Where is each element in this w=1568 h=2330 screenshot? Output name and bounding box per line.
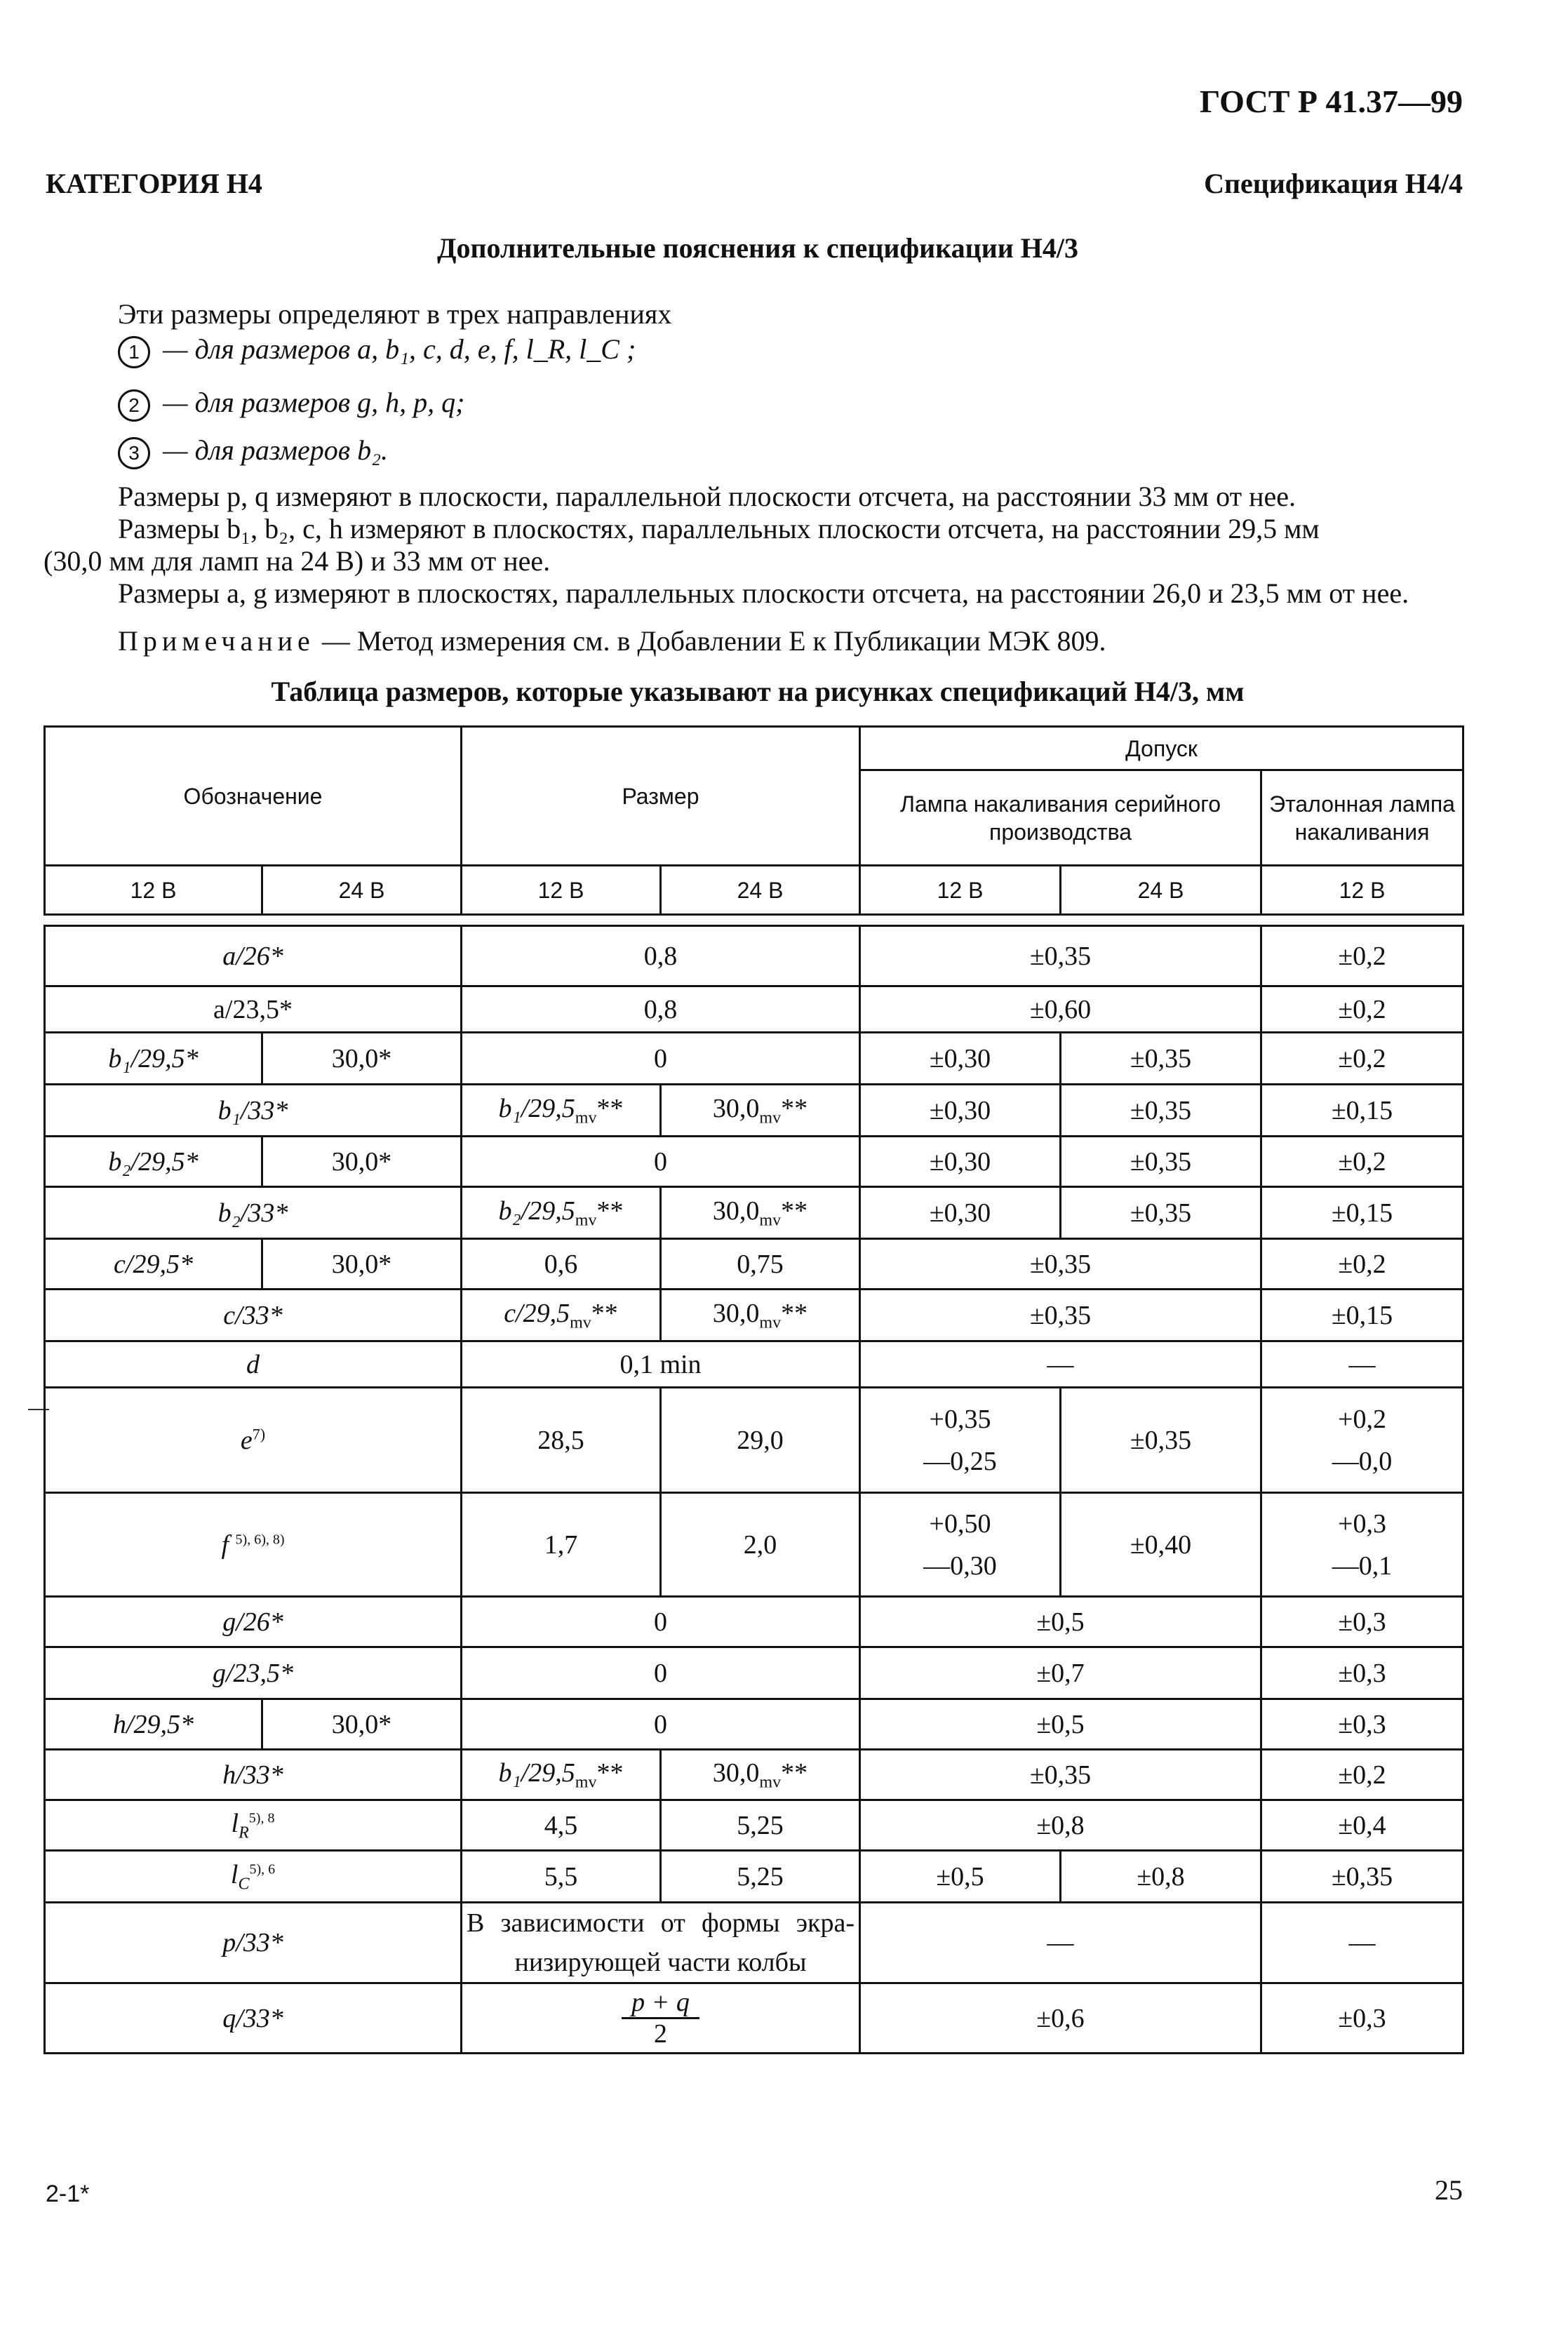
size-cell: В зависимости от формы экра-низирующей части колбы (462, 1903, 860, 1983)
direction-item-2 (118, 386, 464, 422)
designation-24v-cell: 30,0* (262, 1239, 462, 1290)
designation-cell: g/23,5* (45, 1647, 462, 1699)
table-row (45, 1800, 1463, 1851)
designation-24v-cell: 30,0* (262, 1699, 462, 1750)
size-24v-cell: $30,0_{mv}**$ (661, 1187, 860, 1239)
designation-12v-cell: b₁/29,5* (45, 1033, 262, 1085)
footer-left-mark: 2-1* (46, 2181, 90, 2207)
tolerance-cell: ±0,5 (860, 1699, 1261, 1750)
size-cell: 0,1 min (462, 1341, 860, 1388)
reference-tolerance-cell: ±0,15 (1261, 1085, 1463, 1137)
header-serial-lamp: Лампа накаливания серийного производства (860, 770, 1261, 866)
size-cell: 0 (462, 1137, 860, 1187)
reference-tolerance-cell: ±0,2 (1261, 1239, 1463, 1290)
reference-tolerance-cell: ±0,15 (1261, 1290, 1463, 1341)
direction-text: — для размеров a, b₁, c, d, e, f, l_R, l_C ; (163, 333, 636, 365)
tolerance-cell: — (860, 1341, 1261, 1388)
size-12v-cell: 5,5 (462, 1851, 661, 1903)
table-row (45, 986, 1463, 1033)
reference-tolerance-cell: +0,2 —0,0 (1261, 1388, 1463, 1493)
tolerance-12v-cell: ±0,5 (860, 1851, 1061, 1903)
table-row (45, 1647, 1463, 1699)
header-voltage-12: 12 В (45, 866, 262, 915)
header-separator (45, 915, 1463, 926)
direction-text: — для размеров b₂. (163, 434, 388, 466)
table-row (45, 1239, 1463, 1290)
circled-two-icon: 2 (118, 389, 150, 422)
size-cell: 0 (462, 1033, 860, 1085)
designation-cell: c/33* (45, 1290, 462, 1341)
reference-tolerance-cell: ±0,4 (1261, 1800, 1463, 1851)
size-12v-cell: 1,7 (462, 1493, 661, 1597)
size-12v-cell: $c/29,5_{mv}**$ (462, 1290, 661, 1341)
tolerance-cell: ±0,7 (860, 1647, 1261, 1699)
header-voltage-24: 24 В (661, 866, 860, 915)
size-24v-cell: 29,0 (661, 1388, 860, 1493)
table-row (45, 1983, 1463, 2054)
table-row (45, 1085, 1463, 1137)
tolerance-cell: — (860, 1903, 1261, 1983)
header-reference-lamp: Эталонная лампа накаливания (1261, 770, 1463, 866)
size-cell: 0 (462, 1699, 860, 1750)
header-voltage-12: 12 В (860, 866, 1061, 915)
size-cell: 0,8 (462, 926, 860, 986)
table-row (45, 1388, 1463, 1493)
size-24v-cell: $30,0_{mv}**$ (661, 1085, 860, 1137)
table-row (45, 926, 1463, 986)
reference-tolerance-cell: ±0,2 (1261, 986, 1463, 1033)
dimensions-table (43, 725, 1464, 2054)
direction-item-3 (118, 434, 388, 469)
table-row (45, 1903, 1463, 1983)
table-row (45, 1137, 1463, 1187)
reference-tolerance-cell: — (1261, 1903, 1463, 1983)
reference-tolerance-cell: +0,3 —0,1 (1261, 1493, 1463, 1597)
reference-tolerance-cell: ±0,3 (1261, 1983, 1463, 2054)
tolerance-12v-cell: +0,35 —0,25 (860, 1388, 1061, 1493)
tolerance-cell: ±0,60 (860, 986, 1261, 1033)
tolerance-24v-cell: ±0,35 (1061, 1388, 1261, 1493)
designation-cell: p/33* (45, 1903, 462, 1983)
tolerance-12v-cell: ±0,30 (860, 1033, 1061, 1085)
designation-cell: a/26* (45, 926, 462, 986)
designation-cell: q/33* (45, 1983, 462, 2054)
tolerance-24v-cell: ±0,35 (1061, 1085, 1261, 1137)
tolerance-12v-cell: +0,50 —0,30 (860, 1493, 1061, 1597)
tolerance-cell: ±0,35 (860, 1239, 1261, 1290)
specification-label: Спецификация H4/4 (1204, 168, 1463, 199)
table-row (45, 1341, 1463, 1388)
size-24v-cell: 5,25 (661, 1800, 860, 1851)
designation-cell: g/26* (45, 1597, 462, 1647)
size-24v-cell: 0,75 (661, 1239, 860, 1290)
designation-12v-cell: b₂/29,5* (45, 1137, 262, 1187)
header-tolerance: Допуск (860, 727, 1463, 770)
size-cell: 0 (462, 1597, 860, 1647)
table-row (45, 1033, 1463, 1085)
size-24v-cell: 5,25 (661, 1851, 860, 1903)
tolerance-24v-cell: ±0,35 (1061, 1033, 1261, 1085)
table-row (45, 1493, 1463, 1597)
designation-cell: a/23,5* (45, 986, 462, 1033)
tolerance-24v-cell: ±0,35 (1061, 1187, 1261, 1239)
reference-tolerance-cell: ±0,2 (1261, 1033, 1463, 1085)
tolerance-cell: ±0,5 (860, 1597, 1261, 1647)
size-24v-cell: $30,0_{mv}**$ (661, 1290, 860, 1341)
direction-text: — для размеров g, h, p, q; (163, 387, 465, 418)
tolerance-cell: ±0,35 (860, 1290, 1261, 1341)
direction-item-1 (118, 333, 636, 368)
table-row (45, 1597, 1463, 1647)
designation-cell: d (45, 1341, 462, 1388)
table-row (45, 1290, 1463, 1341)
reference-tolerance-cell: ±0,15 (1261, 1187, 1463, 1239)
size-12v-cell: 0,6 (462, 1239, 661, 1290)
table-row (45, 1699, 1463, 1750)
designation-12v-cell: h/29,5* (45, 1699, 262, 1750)
tolerance-12v-cell: ±0,30 (860, 1137, 1061, 1187)
tolerance-cell: ±0,35 (860, 926, 1261, 986)
tolerance-12v-cell: ±0,30 (860, 1085, 1061, 1137)
designation-cell: $l_R^{5), 8}$ (45, 1800, 462, 1851)
tolerance-24v-cell: ±0,40 (1061, 1493, 1261, 1597)
size-12v-cell: $b_1/29,5_{mv}**$ (462, 1750, 661, 1800)
designation-cell: f $^{5), 6), 8)}$ (45, 1493, 462, 1597)
paragraph-b-c-h-cont: (30,0 мм для ламп на 24 В) и 33 мм от нее. (43, 545, 551, 577)
size-24v-cell: $30,0_{mv}**$ (661, 1750, 860, 1800)
designation-12v-cell: c/29,5* (45, 1239, 262, 1290)
note-text: — Метод измерения см. в Добавлении Е к Публикации МЭК 809. (321, 625, 1106, 657)
size-12v-cell: 4,5 (462, 1800, 661, 1851)
header-voltage-12: 12 В (1261, 866, 1463, 915)
reference-tolerance-cell: — (1261, 1341, 1463, 1388)
size-cell: 0 (462, 1647, 860, 1699)
document-number: ГОСТ Р 41.37—99 (1200, 83, 1463, 119)
fraction: $\frac{p + q}{2}$ (622, 1988, 699, 2049)
size-24v-cell: 2,0 (661, 1493, 860, 1597)
designation-cell: $e^{7)}$ (45, 1388, 462, 1493)
intro-line: Эти размеры определяют в трех направлениях (118, 298, 672, 330)
size-12v-cell: $b_2/29,5_{mv}**$ (462, 1187, 661, 1239)
table-row (45, 1750, 1463, 1800)
size-12v-cell: 28,5 (462, 1388, 661, 1493)
designation-cell: b₁/33* (45, 1085, 462, 1137)
page-number: 25 (1435, 2174, 1463, 2206)
reference-tolerance-cell: ±0,3 (1261, 1597, 1463, 1647)
header-voltage-24: 24 В (262, 866, 462, 915)
paragraph-a-g: Размеры a, g измеряют в плоскостях, параллельных плоскости отсчета, на расстоянии 26,0 и 23,5 мм от нее. (118, 577, 1409, 609)
tolerance-24v-cell: ±0,35 (1061, 1137, 1261, 1187)
tolerance-cell: ±0,35 (860, 1750, 1261, 1800)
table-row (45, 1187, 1463, 1239)
tolerance-24v-cell: ±0,8 (1061, 1851, 1261, 1903)
tolerance-12v-cell: ±0,30 (860, 1187, 1061, 1239)
category-label: КАТЕГОРИЯ H4 (46, 168, 262, 199)
paragraph-pq: Размеры p, q измеряют в плоскости, параллельной плоскости отсчета, на расстоянии 33 мм от нее. (118, 481, 1296, 512)
header-voltage-24: 24 В (1061, 866, 1261, 915)
designation-24v-cell: 30,0* (262, 1033, 462, 1085)
table-title: Таблица размеров, которые указывают на рисунках спецификаций H4/3, мм (271, 676, 1245, 707)
table-row (45, 1851, 1463, 1903)
header-designation: Обозначение (45, 727, 462, 866)
paragraph-b-c-h: Размеры b₁, b₂, c, h измеряют в плоскостях, параллельных плоскости отсчета, на расстоянии 29,5 мм (118, 513, 1320, 544)
section-title: Дополнительные пояснения к спецификации H4/3 (436, 232, 1079, 264)
reference-tolerance-cell: ±0,2 (1261, 1750, 1463, 1800)
designation-cell: $l_C^{5), 6}$ (45, 1851, 462, 1903)
designation-cell: b₂/33* (45, 1187, 462, 1239)
reference-tolerance-cell: ±0,2 (1261, 1137, 1463, 1187)
size-cell: 0,8 (462, 986, 860, 1033)
circled-one-icon: 1 (118, 336, 150, 368)
reference-tolerance-cell: ±0,2 (1261, 926, 1463, 986)
reference-tolerance-cell: ±0,3 (1261, 1699, 1463, 1750)
tolerance-cell: ±0,8 (860, 1800, 1261, 1851)
circled-three-icon: 3 (118, 437, 150, 469)
tolerance-cell: ±0,6 (860, 1983, 1261, 2054)
note (118, 624, 1106, 657)
reference-tolerance-cell: ±0,35 (1261, 1851, 1463, 1903)
note-label: Примечание (118, 625, 315, 657)
size-cell (462, 1983, 860, 2054)
header-size: Размер (462, 727, 860, 866)
designation-cell: h/33* (45, 1750, 462, 1800)
designation-24v-cell: 30,0* (262, 1137, 462, 1187)
size-12v-cell: $b_1/29,5_{mv}**$ (462, 1085, 661, 1137)
header-voltage-12: 12 В (462, 866, 661, 915)
reference-tolerance-cell: ±0,3 (1261, 1647, 1463, 1699)
